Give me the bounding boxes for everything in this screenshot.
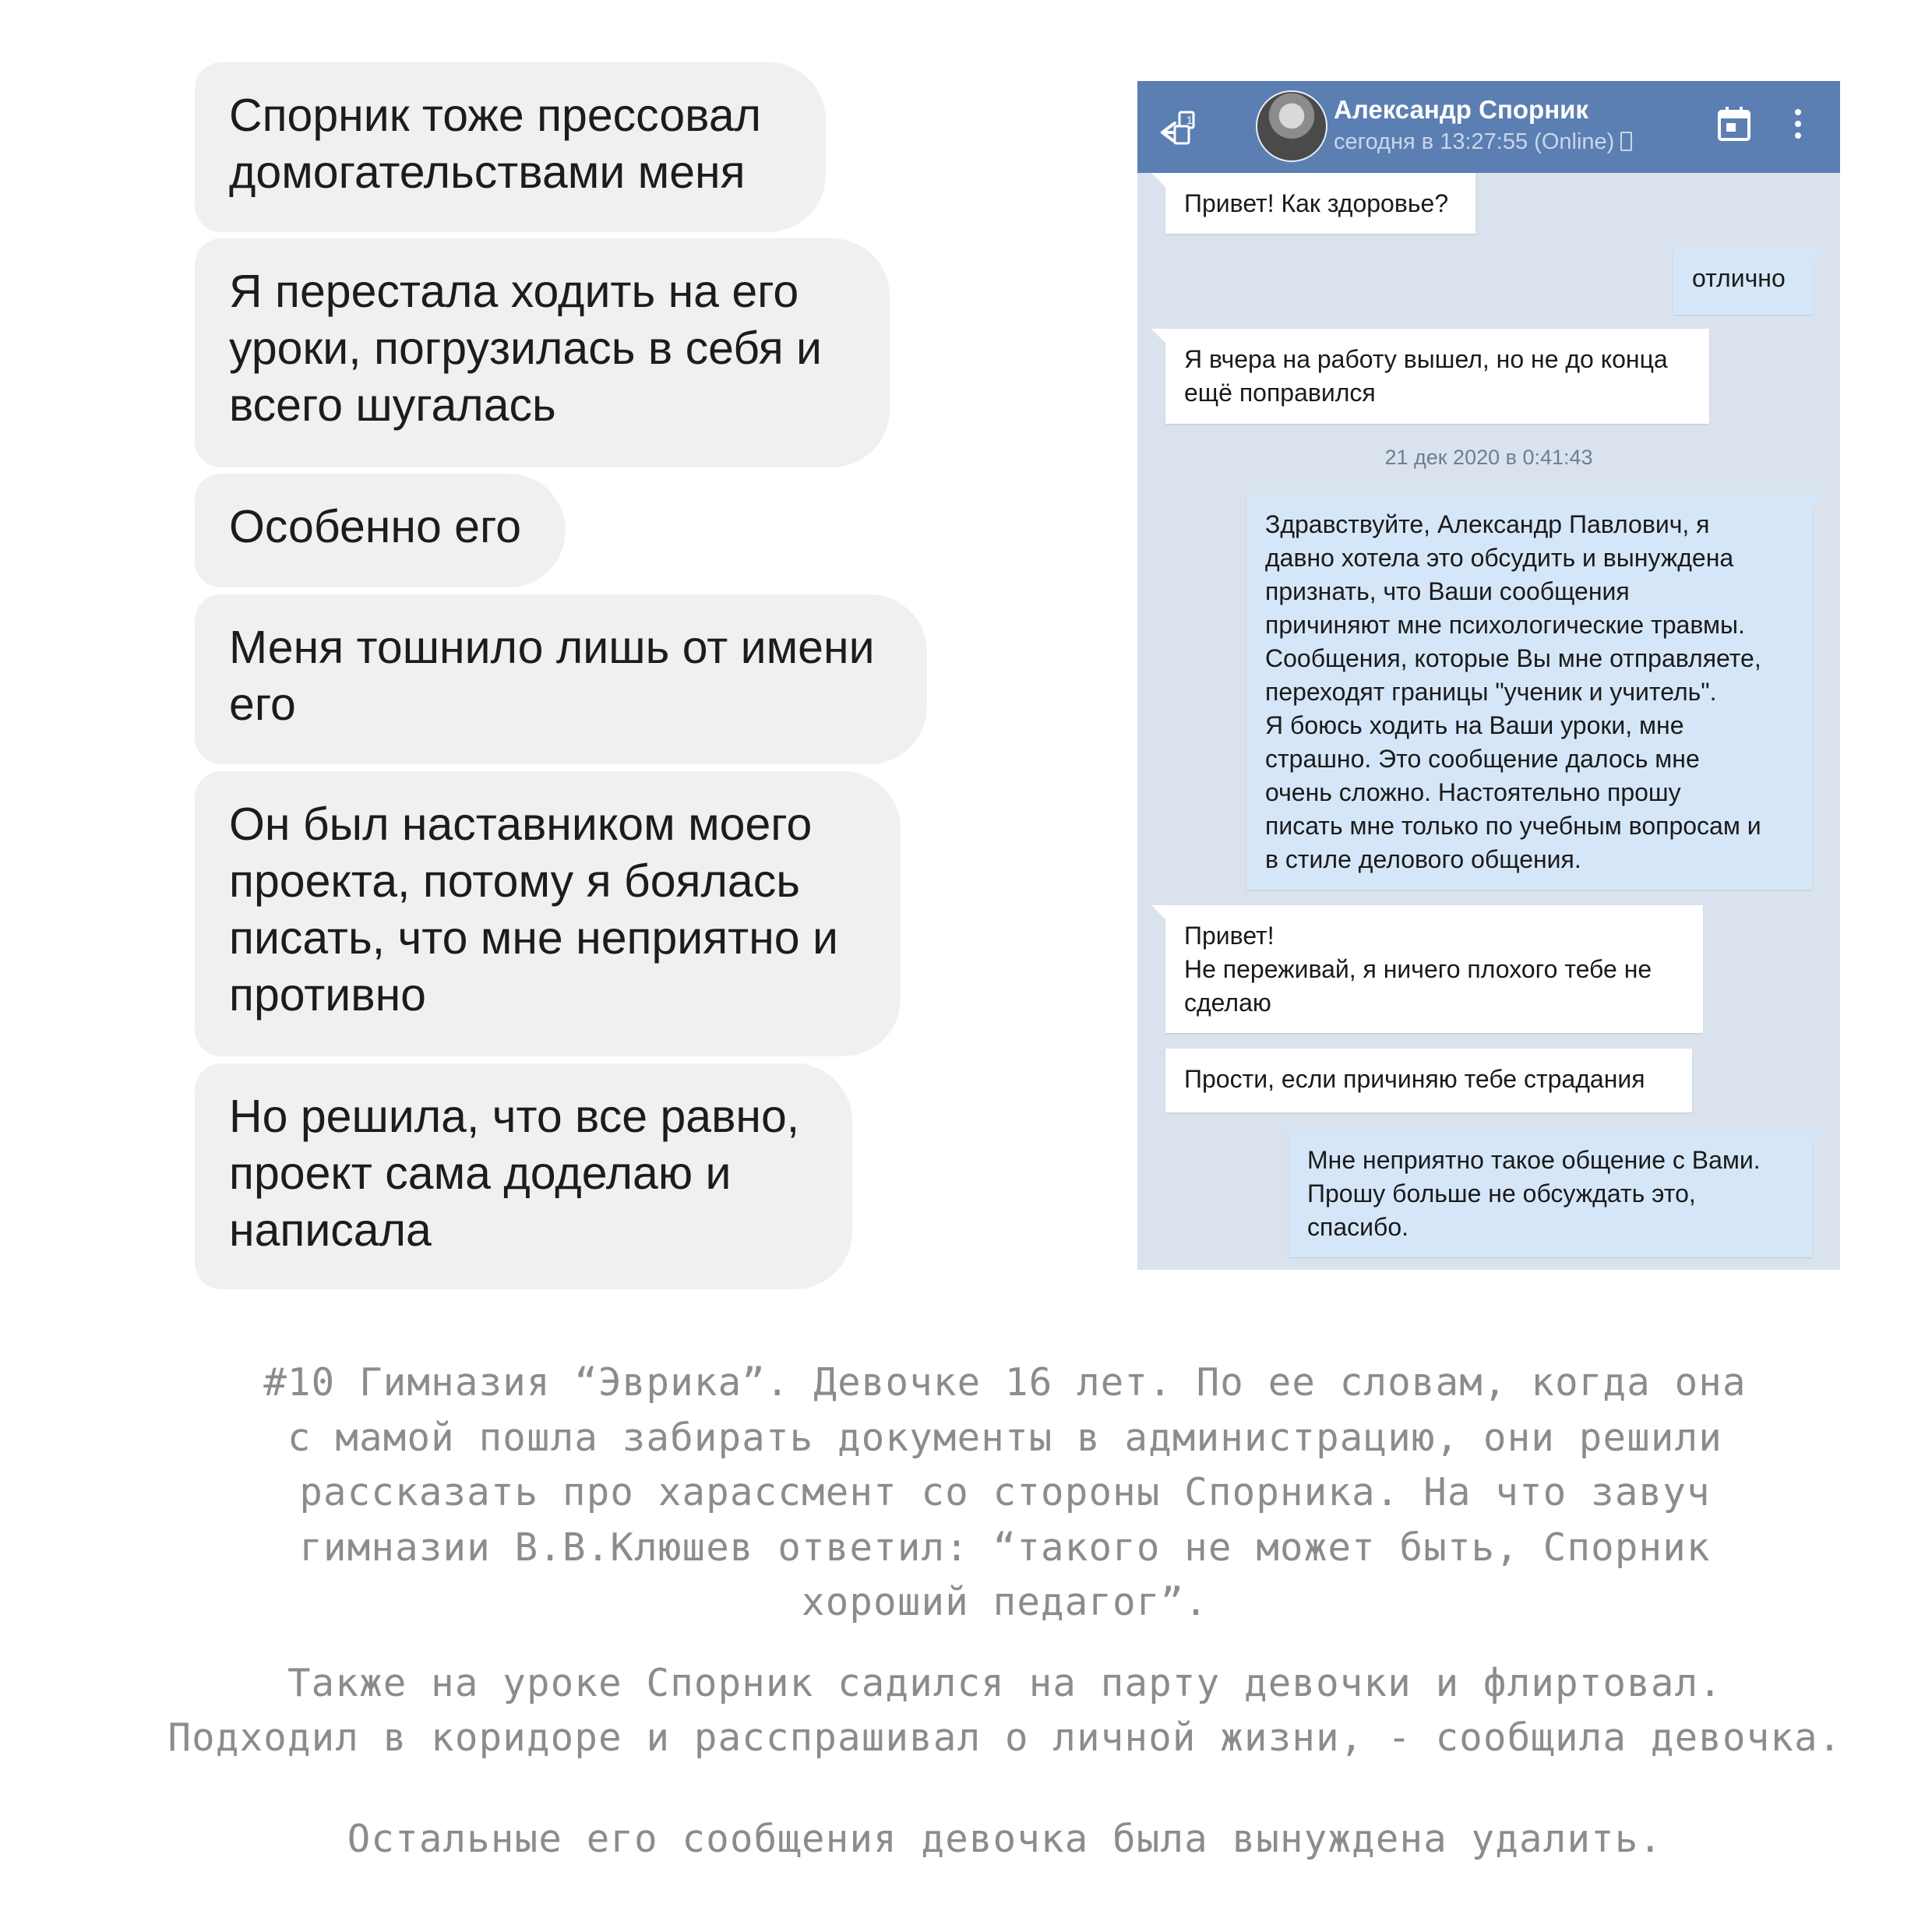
left-message-bubble: Меня тошнило лишь от имени его bbox=[195, 594, 927, 764]
left-message-bubble: Но решила, что все равно, проект сама доделаю и написала bbox=[195, 1063, 852, 1289]
back-badge-count: 1 bbox=[1186, 114, 1193, 126]
mobile-icon bbox=[1620, 132, 1632, 151]
left-message-bubble: Спорник тоже прессовал домогательствами меня bbox=[195, 62, 826, 232]
contact-name[interactable]: Александр Спорник bbox=[1334, 95, 1588, 124]
incoming-message: Прости, если причиняю тебе страдания bbox=[1165, 1049, 1692, 1112]
incoming-message: Привет! Не переживай, я ничего плохого тебе не сделаю bbox=[1165, 905, 1703, 1033]
more-options-icon[interactable] bbox=[1793, 109, 1803, 145]
outgoing-message: Мне неприятно такое общение с Вами. Прошу больше не обсуждать это, спасибо. bbox=[1289, 1130, 1812, 1257]
left-chat-screenshot bbox=[0, 0, 1013, 1324]
chat-header bbox=[1137, 81, 1840, 173]
back-to-list-icon[interactable] bbox=[1158, 103, 1204, 151]
incoming-message: Я вчера на работу вышел, но не до конца ещё поправился bbox=[1165, 329, 1709, 424]
calendar-icon[interactable] bbox=[1717, 106, 1751, 142]
caption-paragraph-1: #10 Гимназия “Эврика”. Девочке 16 лет. По ее словам, когда она с мамой пошла забирать документы в администрацию, они решили рассказать про харассмент со стороны Спорника. На что завуч гимназии В.В.Клюшев ответил: “такого не может быть, Спорник хороший педагог”. bbox=[263, 1360, 1747, 1624]
avatar[interactable] bbox=[1256, 90, 1327, 162]
date-divider: 21 дек 2020 в 0:41:43 bbox=[1384, 446, 1593, 469]
last-seen-text: сегодня в 13:27:55 (Online) bbox=[1334, 129, 1615, 154]
left-message-bubble: Он был наставником моего проекта, потому я боялась писать, что мне неприятно и противно bbox=[195, 771, 901, 1056]
incoming-message: Привет! Как здоровье? bbox=[1165, 173, 1475, 234]
left-message-bubble: Особенно его bbox=[195, 474, 566, 587]
outgoing-message: отлично bbox=[1673, 248, 1814, 315]
left-message-bubble: Я перестала ходить на его уроки, погрузилась в себя и всего шугалась bbox=[195, 238, 890, 467]
contact-status bbox=[1334, 129, 1632, 155]
vk-chat-screenshot bbox=[1137, 81, 1840, 1270]
caption-paragraph-3: Остальные его сообщения девочка была вынуждена удалить. bbox=[347, 1817, 1663, 1861]
outgoing-message: Здравствуйте, Александр Павлович, я давно хотела это обсудить и вынуждена признать, что Ваши сообщения причиняют мне психологические травмы. Сообщения, которые Вы мне отправляете, переходят границы "ученик и учитель". Я боюсь ходить на Ваши уроки, мне страшно. Это сообщение далось мне очень сложно. Настоятельно прошу писать мне только по учебным вопросам и в стиле делового общения. bbox=[1246, 494, 1812, 890]
caption-paragraph-2: Также на уроке Спорник садился на парту девочки и флиртовал. Подходил в коридоре и расспрашивал о личной жизни, - сообщила девочка. bbox=[167, 1661, 1842, 1760]
